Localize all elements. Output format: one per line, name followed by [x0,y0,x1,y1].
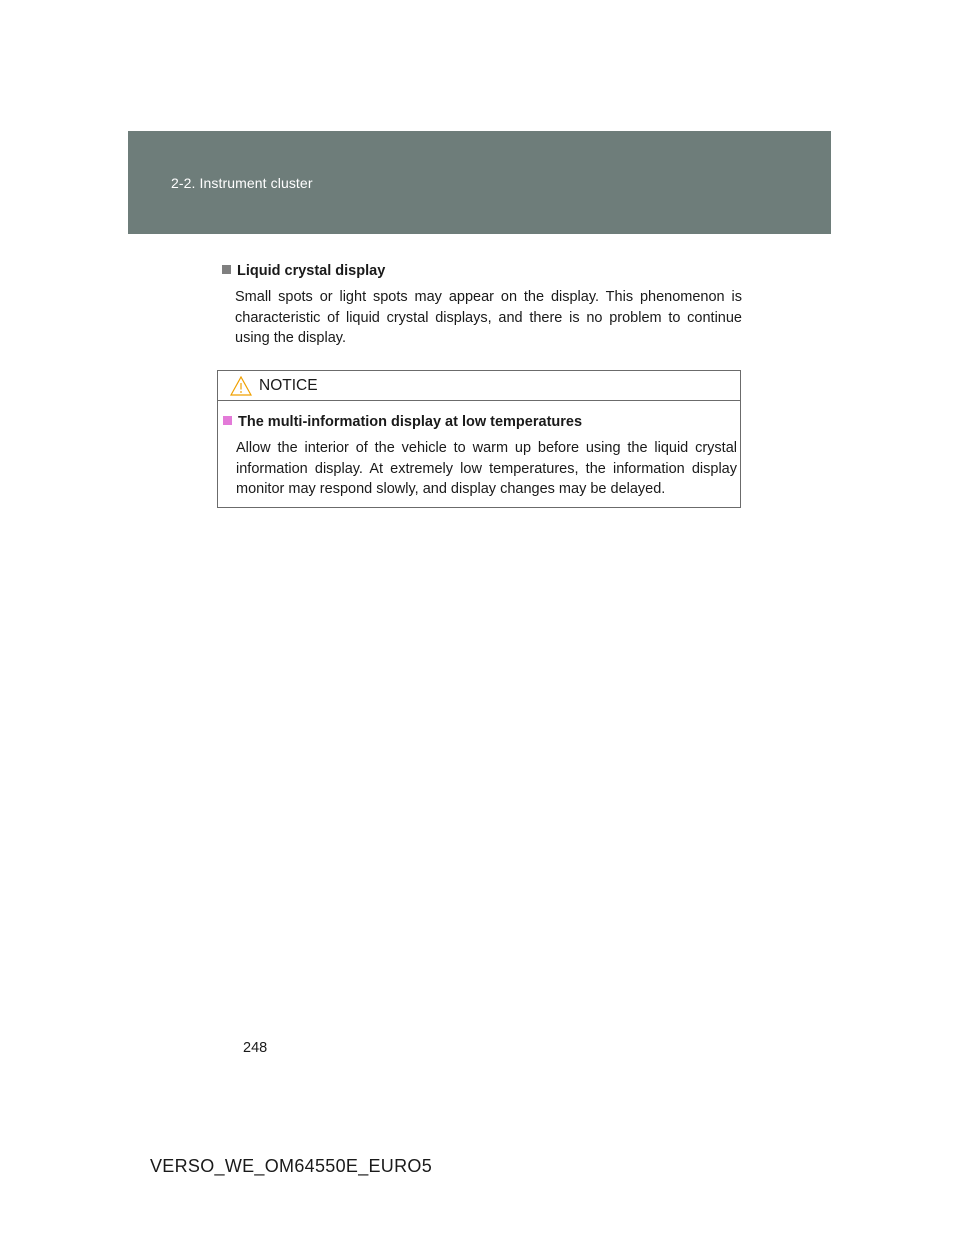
notice-heading-row [223,412,737,432]
section-title: 2-2. Instrument cluster [171,175,313,191]
notice-body: Allow the interior of the vehicle to warm up before using the liquid crystal information display. At extremely low temperatures, the information display monitor may respond slowly, and display changes may be delayed. [236,440,737,497]
notice-header [218,371,740,401]
info-heading-row [222,261,742,281]
header-band [128,131,831,234]
info-heading: Liquid crystal display [237,263,386,279]
document-code: VERSO_WE_OM64550E_EURO5 [150,1156,433,1176]
square-bullet-icon [222,265,231,274]
notice-label: NOTICE [259,377,318,394]
notice-heading: The multi-information display at low temperatures [238,414,583,430]
square-bullet-icon [223,416,232,425]
notice-box [217,370,741,508]
warning-triangle-icon [230,376,252,396]
info-item [222,261,742,349]
info-body: Small spots or light spots may appear on the display. This phenomenon is characteristic of liquid crystal displays, and there is no problem to continue using the display. [235,289,742,346]
page-number: 248 [243,1040,268,1056]
notice-item [223,412,737,500]
